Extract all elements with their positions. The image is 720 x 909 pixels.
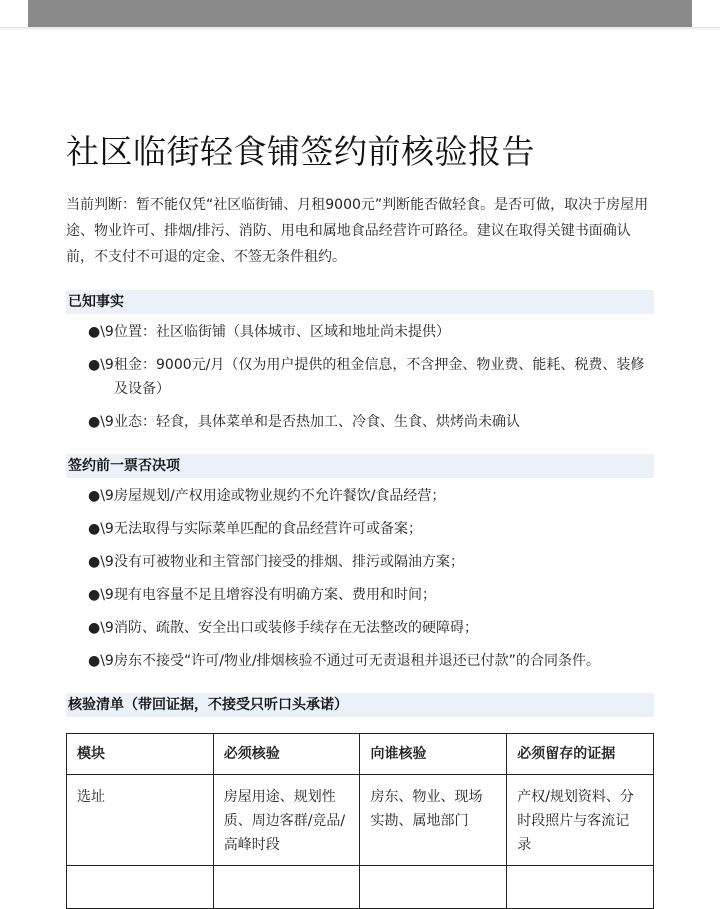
bullet-marker: ●\9 xyxy=(88,357,114,373)
known-facts-list xyxy=(66,320,654,434)
table-cell: 房东、物业、现场实勘、属地部门 xyxy=(360,775,507,866)
table-cell: 房屋用途、规划性质、周边客群/竞品/高峰时段 xyxy=(213,775,360,866)
veto-items-list xyxy=(66,484,654,673)
table-row xyxy=(67,866,654,909)
viewer-top-bar-shadow xyxy=(0,27,720,31)
table-row xyxy=(67,775,654,866)
section-heading-known-facts: 已知事实 xyxy=(66,290,654,314)
table-cell xyxy=(360,866,507,909)
list-item xyxy=(66,583,654,607)
section-heading-checklist: 核验清单（带回证据，不接受只听口头承诺） xyxy=(66,693,654,717)
report-title: 社区临街轻食铺签约前核验报告 xyxy=(66,132,535,171)
bullet-marker: ●\9 xyxy=(88,521,114,537)
table-cell xyxy=(67,866,214,909)
list-item-text: 房屋规划/产权用途或物业规约不允许餐饮/食品经营； xyxy=(114,488,446,504)
current-judgement: 当前判断：暂不能仅凭“社区临街铺、月租9000元”判断能否做轻食。是否可做，取决于房屋用途、物业许可、排烟/排污、消防、用电和属地食品经营许可路径。建议在取得关键书面确认前，不支付不可退的定金、不签无条件租约。 xyxy=(66,197,649,265)
list-item-text: 没有可被物业和主管部门接受的排烟、排污或隔油方案； xyxy=(114,554,464,570)
table-cell: 选址 xyxy=(67,775,214,866)
document-page xyxy=(66,128,654,909)
column-header-evidence: 必须留存的证据 xyxy=(507,734,654,775)
list-item-text: 位置：社区临街铺（具体城市、区域和地址尚未提供） xyxy=(114,324,450,340)
list-item xyxy=(66,320,654,344)
table-cell xyxy=(507,866,654,909)
list-item xyxy=(66,649,654,673)
checklist-table xyxy=(66,733,654,909)
list-item-text: 房东不接受“许可/物业/排烟核验不通过可无责退租并退还已付款”的合同条件。 xyxy=(114,653,600,669)
bullet-marker: ●\9 xyxy=(88,554,114,570)
list-item-text: 无法取得与实际菜单匹配的食品经营许可或备案； xyxy=(114,521,422,537)
list-item xyxy=(66,484,654,508)
list-item xyxy=(66,410,654,434)
bullet-marker: ●\9 xyxy=(88,324,114,340)
column-header-module: 模块 xyxy=(67,734,214,775)
table-header-row xyxy=(67,734,654,775)
list-item xyxy=(66,550,654,574)
viewer-top-bar xyxy=(28,0,692,27)
bullet-marker: ●\9 xyxy=(88,488,114,504)
bullet-marker: ●\9 xyxy=(88,653,114,669)
bullet-marker: ●\9 xyxy=(88,620,114,636)
list-item-text: 租金：9000元/月（仅为用户提供的租金信息，不含押金、物业费、能耗、税费、装修及设备） xyxy=(114,357,645,397)
column-header-must-verify: 必须核验 xyxy=(213,734,360,775)
table-cell: 产权/规划资料、分时段照片与客流记录 xyxy=(507,775,654,866)
list-item xyxy=(66,616,654,640)
list-item xyxy=(66,517,654,541)
bullet-marker: ●\9 xyxy=(88,587,114,603)
column-header-verify-with: 向谁核验 xyxy=(360,734,507,775)
list-item-text: 消防、疏散、安全出口或装修手续存在无法整改的硬障碍； xyxy=(114,620,478,636)
bullet-marker: ●\9 xyxy=(88,414,114,430)
list-item xyxy=(66,353,654,401)
table-cell xyxy=(213,866,360,909)
list-item-text: 业态：轻食，具体菜单和是否热加工、冷食、生食、烘烤尚未确认 xyxy=(114,414,520,430)
list-item-text: 现有电容量不足且增容没有明确方案、费用和时间； xyxy=(114,587,436,603)
section-heading-veto-items: 签约前一票否决项 xyxy=(66,454,654,478)
